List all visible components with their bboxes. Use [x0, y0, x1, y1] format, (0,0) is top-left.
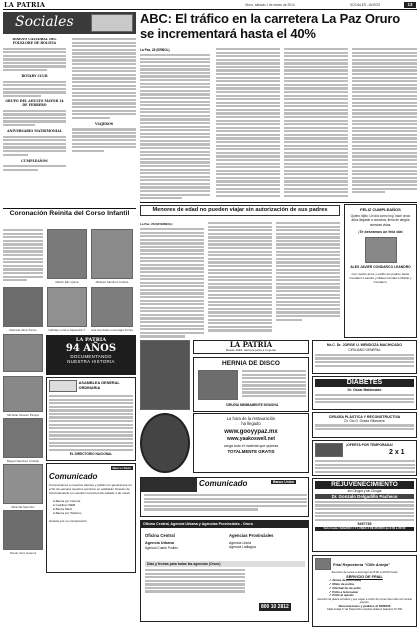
frial-item: ✓ Chicharrón de pollo	[329, 585, 361, 590]
service-item: ● Banca por Internet	[53, 498, 81, 503]
cirugia-ad	[312, 412, 417, 438]
minors-story	[140, 204, 340, 338]
dateline: Oruro, sábado 1 de marzo de 2014	[245, 3, 295, 7]
queen-photo	[91, 229, 133, 279]
frial-ad	[312, 555, 417, 627]
frial-item: ✓ Mixto de pollos	[329, 582, 355, 587]
minors-headline: Menores de edad no pueden viajar sin autorización de sus padres	[140, 205, 340, 216]
web-ad-note2: TOTALMENTE GRATIS	[227, 448, 275, 454]
oficina-agency: Agencia Llallagua	[229, 545, 256, 550]
sociales-banner-photo	[91, 14, 133, 32]
main-kicker: La Paz, 28 (ERBOL)	[140, 48, 170, 52]
queen-photo	[47, 229, 87, 279]
birthday-box	[344, 204, 417, 338]
hernia-subtitle: CIRUGÍA MÍNIMAMENTE INVASIVA	[225, 403, 279, 407]
comunicado-left-bank: Banco Unión	[112, 466, 131, 470]
frial-brand: Frial Repostería "CMe Antoja"	[333, 561, 390, 567]
web-ad-url1[interactable]: www.gooyypaz.mx	[224, 429, 278, 435]
cirugia-text	[315, 424, 414, 430]
sociales-banner	[3, 12, 136, 34]
page-number: 13	[404, 2, 416, 8]
doctor-spec: CIRUJANO GENERAL	[348, 347, 381, 352]
comunicado-left-title: Comunicado	[49, 472, 98, 481]
kid-photo	[3, 464, 43, 504]
anniversary-line1: DOCUMENTANDO	[70, 354, 112, 359]
diabetes-subtitle: Dr. Oscar Maldonado	[347, 388, 382, 392]
queen-photo	[3, 334, 43, 372]
main-text	[140, 54, 210, 199]
photo-caption: Miguel Sánchez Cristian	[6, 459, 40, 463]
rejuv-subtitle: sin Cirugía y sin Cirugía	[347, 488, 382, 493]
birthday-name: ALEX JAVIER CONDARCO LEANDRO	[350, 265, 411, 270]
anniversary-years: 94 AÑOS	[65, 343, 117, 354]
asamblea-text	[49, 395, 133, 451]
social-item-text	[3, 110, 66, 127]
birthday-closing: Con mucho amor y cariño tus padres Javier Condarco Leandro y Mabel Condarco Murillo y Condarco.	[349, 271, 412, 284]
oficina-agency: Agencia Uncía	[229, 540, 252, 545]
frial-note: Atención de platos servidos y que vayan a cubrir de comer bien todo sin horario preciso.	[317, 597, 412, 605]
header-rule	[3, 9, 417, 10]
coronacion-headline: Coronación Reinita del Corso Infantil	[9, 210, 130, 217]
asamblea-title: ASAMBLEA GENERAL ORDINARIA	[78, 381, 120, 390]
photo-caption: Martín Eliz Quina	[55, 280, 79, 284]
oficina-col-1	[145, 533, 223, 550]
frial-title: SERVICIO DE FRIAL	[346, 574, 383, 579]
asamblea-box	[46, 377, 136, 461]
social-item-text	[3, 48, 66, 72]
logo-emblem	[140, 413, 190, 473]
web-ad-url2[interactable]: www.yaakoswell.net	[226, 436, 276, 442]
comunicado-left-intro: Comunicamos a nuestros clientes y público en general que en el fin de semana nuestros servicios se realizarán horarios de funcionamiento en cuestión normal el día sábado 1 de marzo.	[49, 483, 132, 495]
promo-logo	[315, 443, 343, 457]
main-col-1	[140, 48, 210, 202]
photo-caption: Miranda Sánchez	[11, 505, 35, 509]
birthday-title: FELIZ CUMPLEAÑOS	[360, 207, 401, 212]
diabetes-ad	[312, 376, 417, 410]
minors-col-1	[140, 222, 204, 338]
social-item-text	[3, 165, 66, 171]
promo-text	[315, 460, 415, 474]
social-item-text	[3, 81, 66, 98]
photo-caption: Melissa Sánchez Andrés	[95, 280, 129, 284]
cirugia-doctor: Dr. Oto G. Gracia Villanueva	[344, 419, 385, 424]
social-item-title: ROTARY CLUB	[21, 74, 48, 79]
comunicado-left-footer: Gracias por su comprensión.	[49, 518, 88, 523]
section-label: SOCIALES - AVISOS	[350, 3, 381, 7]
queen-photo	[47, 287, 87, 327]
photo-caption: Ana Gonzales Luzuriaga Torres	[91, 328, 133, 332]
coronacion-text	[3, 229, 43, 284]
main-headline: ABC: El tráfico en la carretera La Paz Oruro se incrementará hasta el 40%	[140, 12, 400, 41]
patria-ad	[193, 340, 309, 354]
main-col-3	[284, 48, 348, 202]
doctor-text	[315, 354, 414, 367]
comunicado-left	[46, 463, 136, 573]
oficina-col1-title: Oficina Central	[145, 533, 175, 538]
promo-title: ¡OFERTA POR TEMPORADA!	[346, 443, 393, 447]
main-col-4	[352, 48, 417, 202]
promo-offer: 2 x 1	[389, 449, 405, 456]
main-text	[284, 48, 348, 197]
main-story	[140, 12, 417, 202]
sociales-col-a	[3, 38, 66, 206]
oficina-feriado: Días y fechas para todas las agencias (Oruro)	[145, 561, 305, 567]
anniversary-line2: NUESTRA HISTORIA	[67, 359, 115, 364]
sociales-col-b	[72, 38, 136, 206]
queen-photo	[3, 287, 43, 327]
social-item-title: DISEÑO CATEDRAL DEL FOLKLORE DE BOLIVIA	[12, 38, 57, 45]
promo-ad	[312, 440, 417, 476]
queen-photo	[91, 287, 133, 327]
doctor-ad	[312, 340, 417, 374]
masthead-logo: LA PATRIA	[4, 1, 46, 9]
oficina-box	[140, 520, 309, 622]
birthday-body: Quiero hijito: Un día como hoy, hace cinco años llegaste a nosotros, llena de alegría nuestras vidas.	[350, 214, 411, 227]
oficina-table	[145, 569, 245, 594]
minors-text	[208, 222, 272, 332]
sociales-banner-title: Sociales	[15, 14, 74, 30]
service-item: ● Banca por Teléfono	[53, 511, 82, 516]
kid-photo	[3, 510, 43, 550]
oficina-agency: Agencia Cuarto Pudido	[145, 545, 178, 550]
minors-col-2	[208, 222, 272, 338]
comunicado-main-text	[144, 494, 307, 512]
main-text	[352, 48, 417, 193]
diabetes-text	[315, 394, 414, 403]
doctor-name: Mr.C. Dr. JORGE U. MENDOZA MACHICADO	[326, 343, 403, 347]
social-item-title: VIAJEROS	[94, 121, 114, 126]
rejuv-phone[interactable]: 5497739	[357, 522, 372, 527]
asamblea-logo	[49, 380, 77, 392]
photo-caption: Marcela Vaca Torres	[9, 328, 37, 332]
minors-kicker: La Paz, 28 (EF/ERBOL)	[140, 222, 173, 226]
frial-item: ✓ Pollo a la broaster	[329, 589, 359, 594]
minors-col-3	[276, 222, 340, 338]
sociales-column	[3, 12, 136, 207]
frial-items	[315, 579, 414, 598]
minors-text	[276, 222, 340, 321]
web-ad	[193, 413, 309, 473]
frial-address: Calle Antoja 1º de Noviembre esquina Velasco Galvarro Nº 690	[326, 608, 403, 612]
service-item: ● Banca Móvil	[53, 507, 72, 512]
hernia-text	[242, 370, 306, 399]
frial-hours: Atención de lunes a domingo de 8:00 a 20:00 horas	[331, 570, 398, 574]
oficina-col2-title: Agencias Provinciales	[229, 533, 274, 538]
patria-photo-ad	[140, 340, 190, 410]
asamblea-signature: EL DIRECTORIO NACIONAL	[69, 452, 113, 457]
social-item-text	[72, 128, 136, 152]
main-text	[216, 48, 280, 197]
web-ad-note: carga todo el material que quieras	[223, 443, 279, 448]
asamblea-header	[49, 380, 133, 392]
main-col-2	[216, 48, 280, 202]
comunicado-main-title: Comunicado	[199, 479, 248, 488]
frial-header	[315, 558, 414, 570]
frial-item: ✓ Pollo al spiedo	[329, 593, 354, 598]
oficina-phone[interactable]: 800 10 2812	[261, 604, 289, 610]
patria-ad-tagline: Desde 1919, siempre junto a tu gente	[225, 348, 277, 352]
comunicado-main-bar	[141, 478, 197, 492]
frial-reserve[interactable]: Reservaciones y pedidos al 5283206	[338, 603, 391, 608]
frial-logo	[315, 558, 331, 570]
photo-caption: Nicole Vera Huanca	[9, 551, 37, 555]
divider	[140, 202, 417, 203]
rejuvenecimiento-ad	[312, 478, 417, 552]
social-item-title: GRUPO DEL ADULTO MAYOR 14 DE FEBRERO	[5, 99, 64, 107]
hernia-ad	[193, 357, 309, 412]
social-item-text	[72, 38, 136, 119]
rejuv-promo: Solo hasta: SÁBADO 1 Y LUNES 3 DE MARZO de 9:00 a 20:00	[315, 527, 414, 530]
cirugia-title: CIRUGÍA PLÁSTICA Y RECONSTRUCTIVA	[328, 415, 401, 419]
web-ad-line1: La hora de la restauración	[226, 416, 276, 421]
oficina-col-2	[229, 533, 307, 550]
frial-item: ✓ Almas de pollo BBQ	[329, 578, 362, 583]
oficina-title: Oficina Central, Agencia Urbana y Agencias Provinciales - Oruro	[141, 521, 308, 528]
kid-photo	[3, 418, 43, 458]
social-item-title: CUMPLEAÑOS	[21, 158, 48, 163]
birthday-wish: ¡Te deseamos un feliz día!	[358, 229, 403, 234]
social-item-title: ANIVERSARIO MATRIMONIAL	[7, 129, 62, 134]
divider	[3, 208, 136, 209]
photo-caption: Nathaly Lorena Saavedra T.	[48, 328, 86, 332]
rejuv-text	[315, 501, 414, 521]
rejuv-doctor: Dr. Gonzalo Delgadillo Pacheco	[315, 494, 414, 499]
comunicado-left-services	[49, 499, 133, 516]
service-item: ● Cedifinet WEB	[53, 502, 76, 507]
web-ad-line2: ha llegado	[241, 421, 261, 426]
birthday-photo	[365, 237, 397, 263]
comunicado-main	[140, 477, 309, 517]
minors-text	[140, 228, 204, 338]
oficina-agency: Agencia Urbana	[145, 540, 174, 545]
rejuv-title: REJUVENECIMIENTO	[315, 481, 414, 489]
hernia-image	[198, 370, 238, 400]
anniversary-brand: LA PATRIA	[75, 337, 107, 343]
diabetes-title: DIABETES	[315, 379, 414, 387]
anniversary-ad	[46, 335, 136, 375]
comunicado-main-bank: Banco Unión	[273, 480, 294, 484]
patria-ad-brand: LA PATRIA	[229, 340, 273, 349]
social-item-text	[3, 136, 66, 156]
hernia-title: HERNIA DE DISCO	[222, 360, 280, 367]
kid-photo	[3, 376, 43, 412]
photo-caption: Michelle Álvarez Pinaya	[7, 413, 39, 417]
